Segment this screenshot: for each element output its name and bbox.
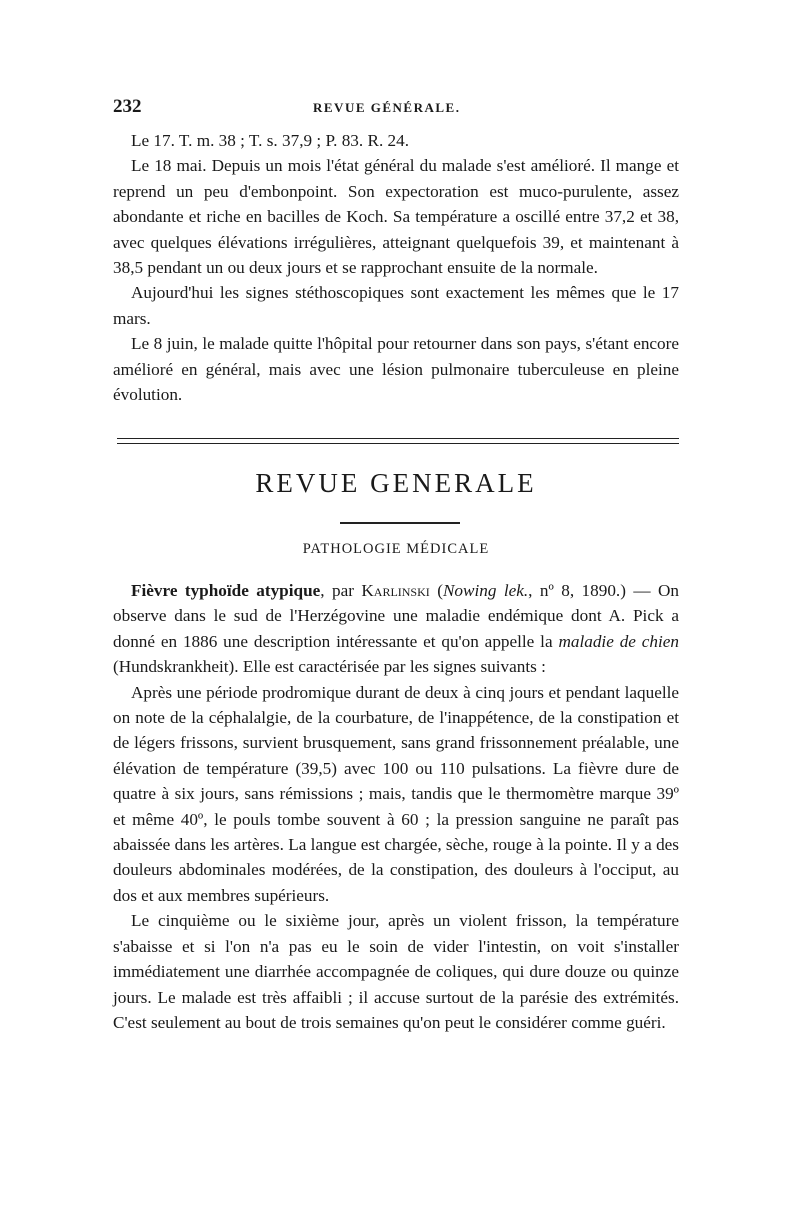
article-intro-prefix: — On observe dans le sud de l'Herzégovine une maladie endémique dont A. Pick a donné en 1886 une description intéressante et qu'on appelle la bbox=[113, 581, 679, 651]
article-journal: Nowing lek. bbox=[442, 581, 529, 600]
case-report-paragraph: Le 8 juin, le malade quitte l'hôpital pour retourner dans son pays, s'étant encore amélioré en général, mais avec une lésion pulmonaire tuberculeuse en pleine évolution. bbox=[113, 334, 679, 405]
subsection-title: PATHOLOGIE MÉDICALE bbox=[302, 541, 490, 557]
citation-open-paren: ( bbox=[429, 581, 443, 600]
article-citation-rest: , nº 8, 1890.) bbox=[528, 581, 626, 600]
article-text bbox=[113, 578, 679, 1035]
page-number: 232 bbox=[113, 96, 142, 117]
article-heading: Fièvre typhoïde atypique bbox=[131, 581, 321, 600]
running-head bbox=[113, 96, 673, 120]
article-intro-paragraph bbox=[113, 578, 679, 680]
case-report-text bbox=[113, 128, 679, 407]
short-rule-divider bbox=[340, 522, 460, 524]
article-paragraph: Après une période prodromique durant de deux à cinq jours et pendant laquelle on note de la céphalalgie, de la courbature, de l'inappétence, de la constipation et de légers frissons, survient brusquement, sans grand frissonnement préalable, une élévation de température (39,5) avec 100 ou 110 pulsations. La fièvre dure de quatre à six jours, sans rémissions ; mais, tandis que le thermomètre marque 39º et même 40º, le pouls tombe souvent à 60 ; la pression sanguine ne paraît pas abaissée dans les artères. La langue est chargée, sèche, rouge à la pointe. Il y a des douleurs abdominales modérées, de la constipation, des douleurs à l'occiput, au dos et aux membres supérieurs. bbox=[113, 682, 679, 905]
article-disease-name: maladie de chien bbox=[558, 631, 679, 651]
double-rule-divider bbox=[117, 438, 679, 444]
case-report-paragraph: Aujourd'hui les signes stéthoscopiques sont exactement les mêmes que le 17 mars. bbox=[113, 283, 679, 328]
case-report-paragraph: Le 18 mai. Depuis un mois l'état général du malade s'est amélioré. Il mange et reprend un peu d'embonpoint. Son expectoration est muco-purulente, assez abondante et riche en bacilles de Koch. Sa température a oscillé entre 37,2 et 38, avec quelques élévations irrégulières, atteignant quelquefois 39, et maintenant à 38,5 pendant un ou deux jours et se rapprochant ensuite de la normale. bbox=[113, 156, 679, 278]
section-title: REVUE GENERALE bbox=[255, 468, 537, 498]
case-report-paragraph: Le 17. T. m. 38 ; T. s. 37,9 ; P. 83. R. 24. bbox=[131, 131, 410, 150]
article-intro-suffix: (Hundskrankheit). Elle est caractérisée par les signes suivants : bbox=[113, 657, 546, 677]
running-title: REVUE GÉNÉRALE. bbox=[313, 100, 461, 115]
article-byline-connector: , par bbox=[320, 581, 362, 600]
article-paragraph: Le cinquième ou le sixième jour, après un violent frisson, la température s'abaisse et si l'on n'a pas eu le soin de vider l'intestin, on voit s'installer immédiatement une diarrhée accompagnée de coliques, qui dure douze ou quinze jours. Le malade est très affaibli ; il accuse surtout de la parésie des extrémités. C'est seulement au bout de trois semaines qu'on peut le considérer comme guéri. bbox=[113, 911, 679, 1032]
article-author: Karlinski bbox=[361, 581, 430, 600]
